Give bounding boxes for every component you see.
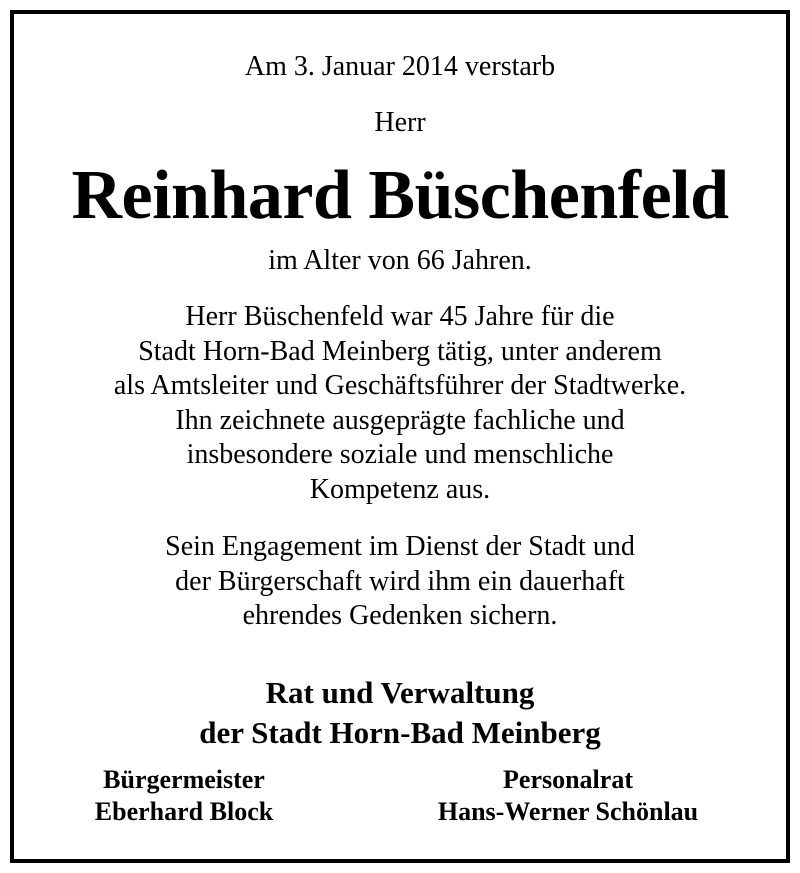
paragraph-line: der Bürgerschaft wird ihm ein dauerhaft (175, 565, 625, 597)
paragraph-line: Sein Engagement im Dienst der Stadt und (165, 531, 635, 562)
paragraph-line: insbesondere soziale und menschliche (186, 439, 614, 470)
paragraph-line: ehrendes Gedenken sichern. (242, 600, 558, 631)
signatory-title: Bürgermeister (103, 765, 265, 794)
paragraph-line: Kompetenz aus. (309, 473, 491, 505)
deceased-name: Reinhard Büschenfeld (71, 157, 729, 234)
signatory-name: Eberhard Block (94, 797, 274, 826)
salutation: Herr (374, 107, 426, 138)
paragraph-line: Herr Büschenfeld war 45 Jahre für die (185, 301, 615, 332)
paragraph-line: Stadt Horn-Bad Meinberg tätig, unter anderem (138, 335, 662, 367)
organization-line: der Stadt Horn-Bad Meinberg (199, 715, 601, 750)
tribute-paragraph-remembrance (14, 530, 786, 634)
signatory-organization (14, 673, 786, 753)
organization-line: Rat und Verwaltung (265, 675, 535, 710)
signatory-name: Hans-Werner Schönlau (437, 797, 699, 826)
signatory-title: Personalrat (503, 765, 633, 794)
signatory-staff-council (418, 764, 718, 828)
death-date-line: Am 3. Januar 2014 verstarb (244, 51, 556, 82)
paragraph-line: Ihn zeichnete ausgeprägte fachliche und (175, 404, 625, 436)
paragraph-line: als Amtsleiter und Geschäftsführer der Stadtwerke. (113, 370, 687, 401)
age-line: im Alter von 66 Jahren. (268, 245, 532, 276)
tribute-paragraph-career (14, 300, 786, 507)
signatory-mayor (34, 764, 334, 828)
